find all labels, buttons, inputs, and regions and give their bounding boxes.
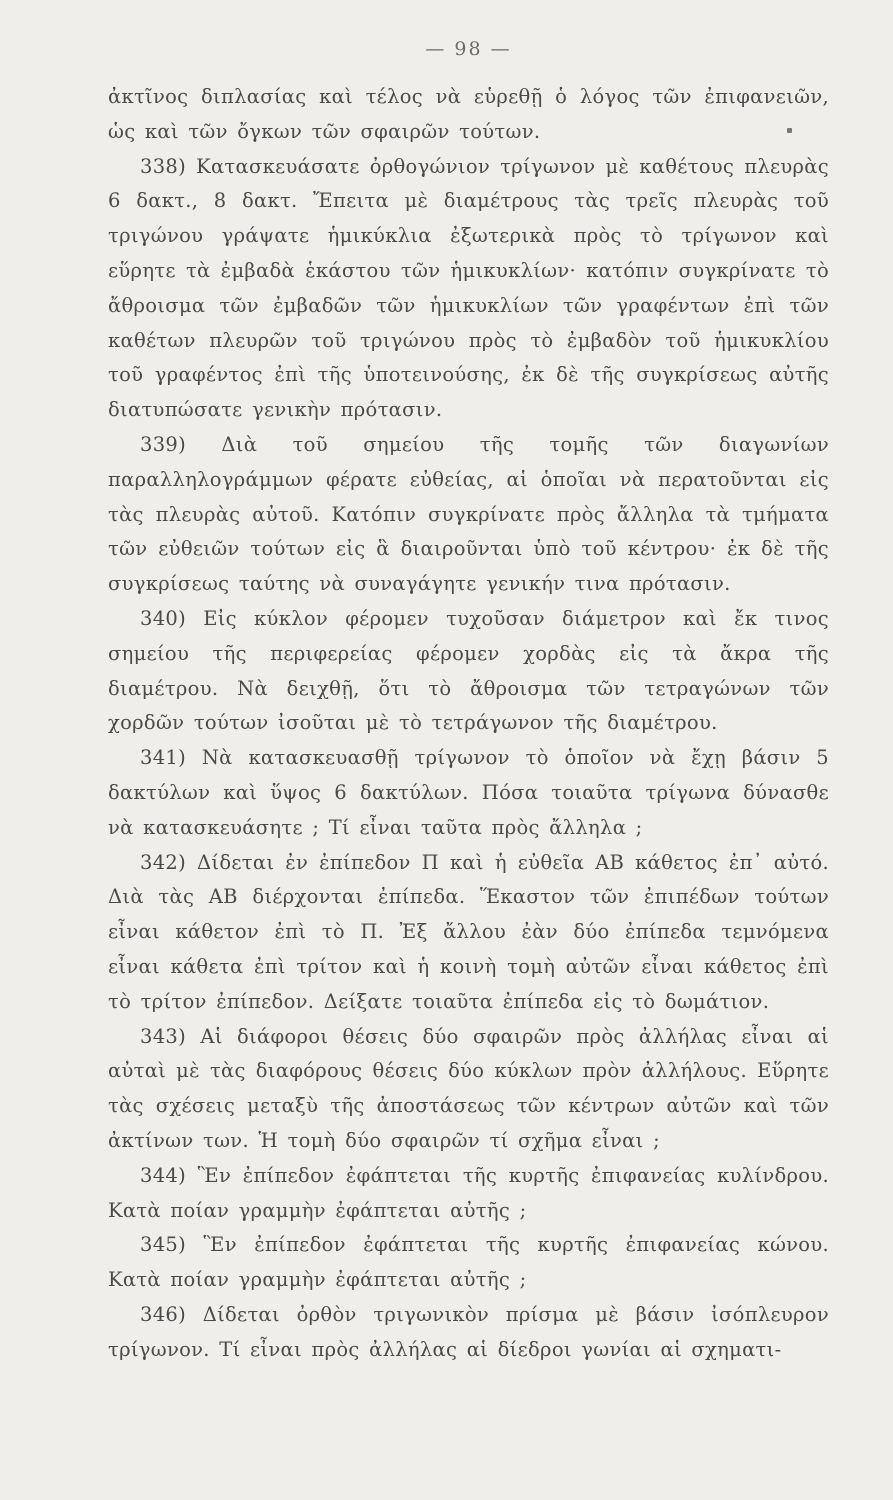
exercise-345: 345) Ἓν ἐπίπεδον ἐφάπτεται τῆς κυρτῆς ἐπιφανείας κώνου. Κατὰ ποίαν γραμμὴν ἐφάπτεται αὐτῆς ; (108, 1233, 829, 1292)
print-speck (787, 128, 792, 133)
exercise-342: 342) Δίδεται ἐν ἐπίπεδον Π καὶ ἡ εὐθεῖα ΑΒ κάθετος ἐπ᾽ αὐτό. Διὰ τὰς ΑΒ διέρχονται ἐπίπεδα. Ἕκαστον τῶν ἐπιπέδων τούτων εἶναι κάθετον ἐπὶ τὸ Π. Ἐξ ἄλλου ἐὰν δύο ἐπίπεδα τεμνόμενα εἶναι κάθετα ἐπὶ τρίτον καὶ ἡ κοινὴ τομὴ αὐτῶν εἶναι κάθετος ἐπὶ τὸ τρίτον ἐπίπεδον. Δείξατε τοιαῦτα ἐπίπεδα εἰς τὸ δωμάτιον. (108, 850, 829, 1013)
exercise-346: 346) Δίδεται ὀρθὸν τριγωνικὸν πρίσμα μὲ βάσιν ἰσόπλευρον τρίγωνον. Τί εἶναι πρὸς ἀλλήλας αἱ δίεδροι γωνίαι αἱ σχηματι- (108, 1302, 829, 1361)
exercise-343: 343) Αἱ διάφοροι θέσεις δύο σφαιρῶν πρὸς ἀλλήλας εἶναι αἱ αὐταὶ μὲ τὰς διαφόρους θέσεις δύο κύκλων πρὸν ἀλλήλους. Εὕρητε τὰς σχέσεις μεταξὺ τῆς ἀποστάσεως τῶν κέντρων αὐτῶν καὶ τῶν ἀκτίνων των. Ἡ τομὴ δύο σφαιρῶν τί σχῆμα εἶναι ; (108, 1024, 829, 1152)
exercise-338: 338) Κατασκευάσατε ὀρθογώνιον τρίγωνον μὲ καθέτους πλευρὰς 6 δακτ., 8 δακτ. Ἔπειτα μὲ διαμέτρους τὰς τρεῖς πλευρὰς τοῦ τριγώνου γράψατε ἡμικύκλια ἐξωτερικὰ πρὸς τὸ τρίγωνον καὶ εὕρητε τὰ ἐμβαδὰ ἑκάστου τῶν ἡμικυκλίων· κατόπιν συγκρίνατε τὸ ἄθροισμα τῶν ἐμβαδῶν τῶν ἡμικυκλίων τῶν γραφέντων ἐπὶ τῶν καθέτων πλευρῶν τοῦ τριγώνου πρὸς τὸ ἐμβαδὸν τοῦ ἡμικυκλίου τοῦ γραφέντος ἐπὶ τῆς ὑποτεινούσης, ἐκ δὲ τῆς συγκρίσεως αὐτῆς διατυπώσατε γενικὴν πρότασιν. (108, 154, 829, 422)
page-number: — 98 — (425, 38, 512, 60)
exercise-341: 341) Νὰ κατασκευασθῇ τρίγωνον τὸ ὁποῖον νὰ ἔχῃ βάσιν 5 δακτύλων καὶ ὕψος 6 δακτύλων. Πόσα τοιαῦτα τρίγωνα δύνασθε νὰ κατασκευάσητε ; Τί εἶναι ταῦτα πρὸς ἄλληλα ; (108, 746, 829, 839)
paragraph-continuation: ἀκτῖνος διπλασίας καὶ τέλος νὰ εὑρεθῇ ὁ λόγος τῶν ἐπιφανειῶν, ὡς καὶ τῶν ὄγκων τῶν σφαιρῶν τούτων. (108, 85, 829, 143)
exercise-340: 340) Εἰς κύκλον φέρομεν τυχοῦσαν διάμετρον καὶ ἔκ τινος σημείου τῆς περιφερείας φέρομεν χορδὰς εἰς τὰ ἄκρα τῆς διαμέτρου. Νὰ δειχθῇ, ὅτι τὸ ἄθροισμα τῶν τετραγώνων τῶν χορδῶν τούτων ἰσοῦται μὲ τὸ τετράγωνον τῆς διαμέτρου. (108, 606, 829, 735)
exercise-339: 339) Διὰ τοῦ σημείου τῆς τομῆς τῶν διαγωνίων παραλληλογράμμων φέρατε εὐθείας, αἱ ὁποῖαι νὰ περατοῦνται εἰς τὰς πλευρὰς αὐτοῦ. Κατόπιν συγκρίνατε πρὸς ἄλληλα τὰ τμήματα τῶν εὐθειῶν τούτων εἰς ἃ διαιροῦνται ὑπὸ τοῦ κέντρου· ἐκ δὲ τῆς συγκρίσεως ταύτης νὰ συναγάγητε γενικήν τινα πρότασιν. (108, 432, 829, 596)
page-text (108, 80, 829, 1367)
exercise-344: 344) Ἓν ἐπίπεδον ἐφάπτεται τῆς κυρτῆς ἐπιφανείας κυλίνδρου. Κατὰ ποίαν γραμμὴν ἐφάπτεται αὐτῆς ; (108, 1163, 829, 1222)
